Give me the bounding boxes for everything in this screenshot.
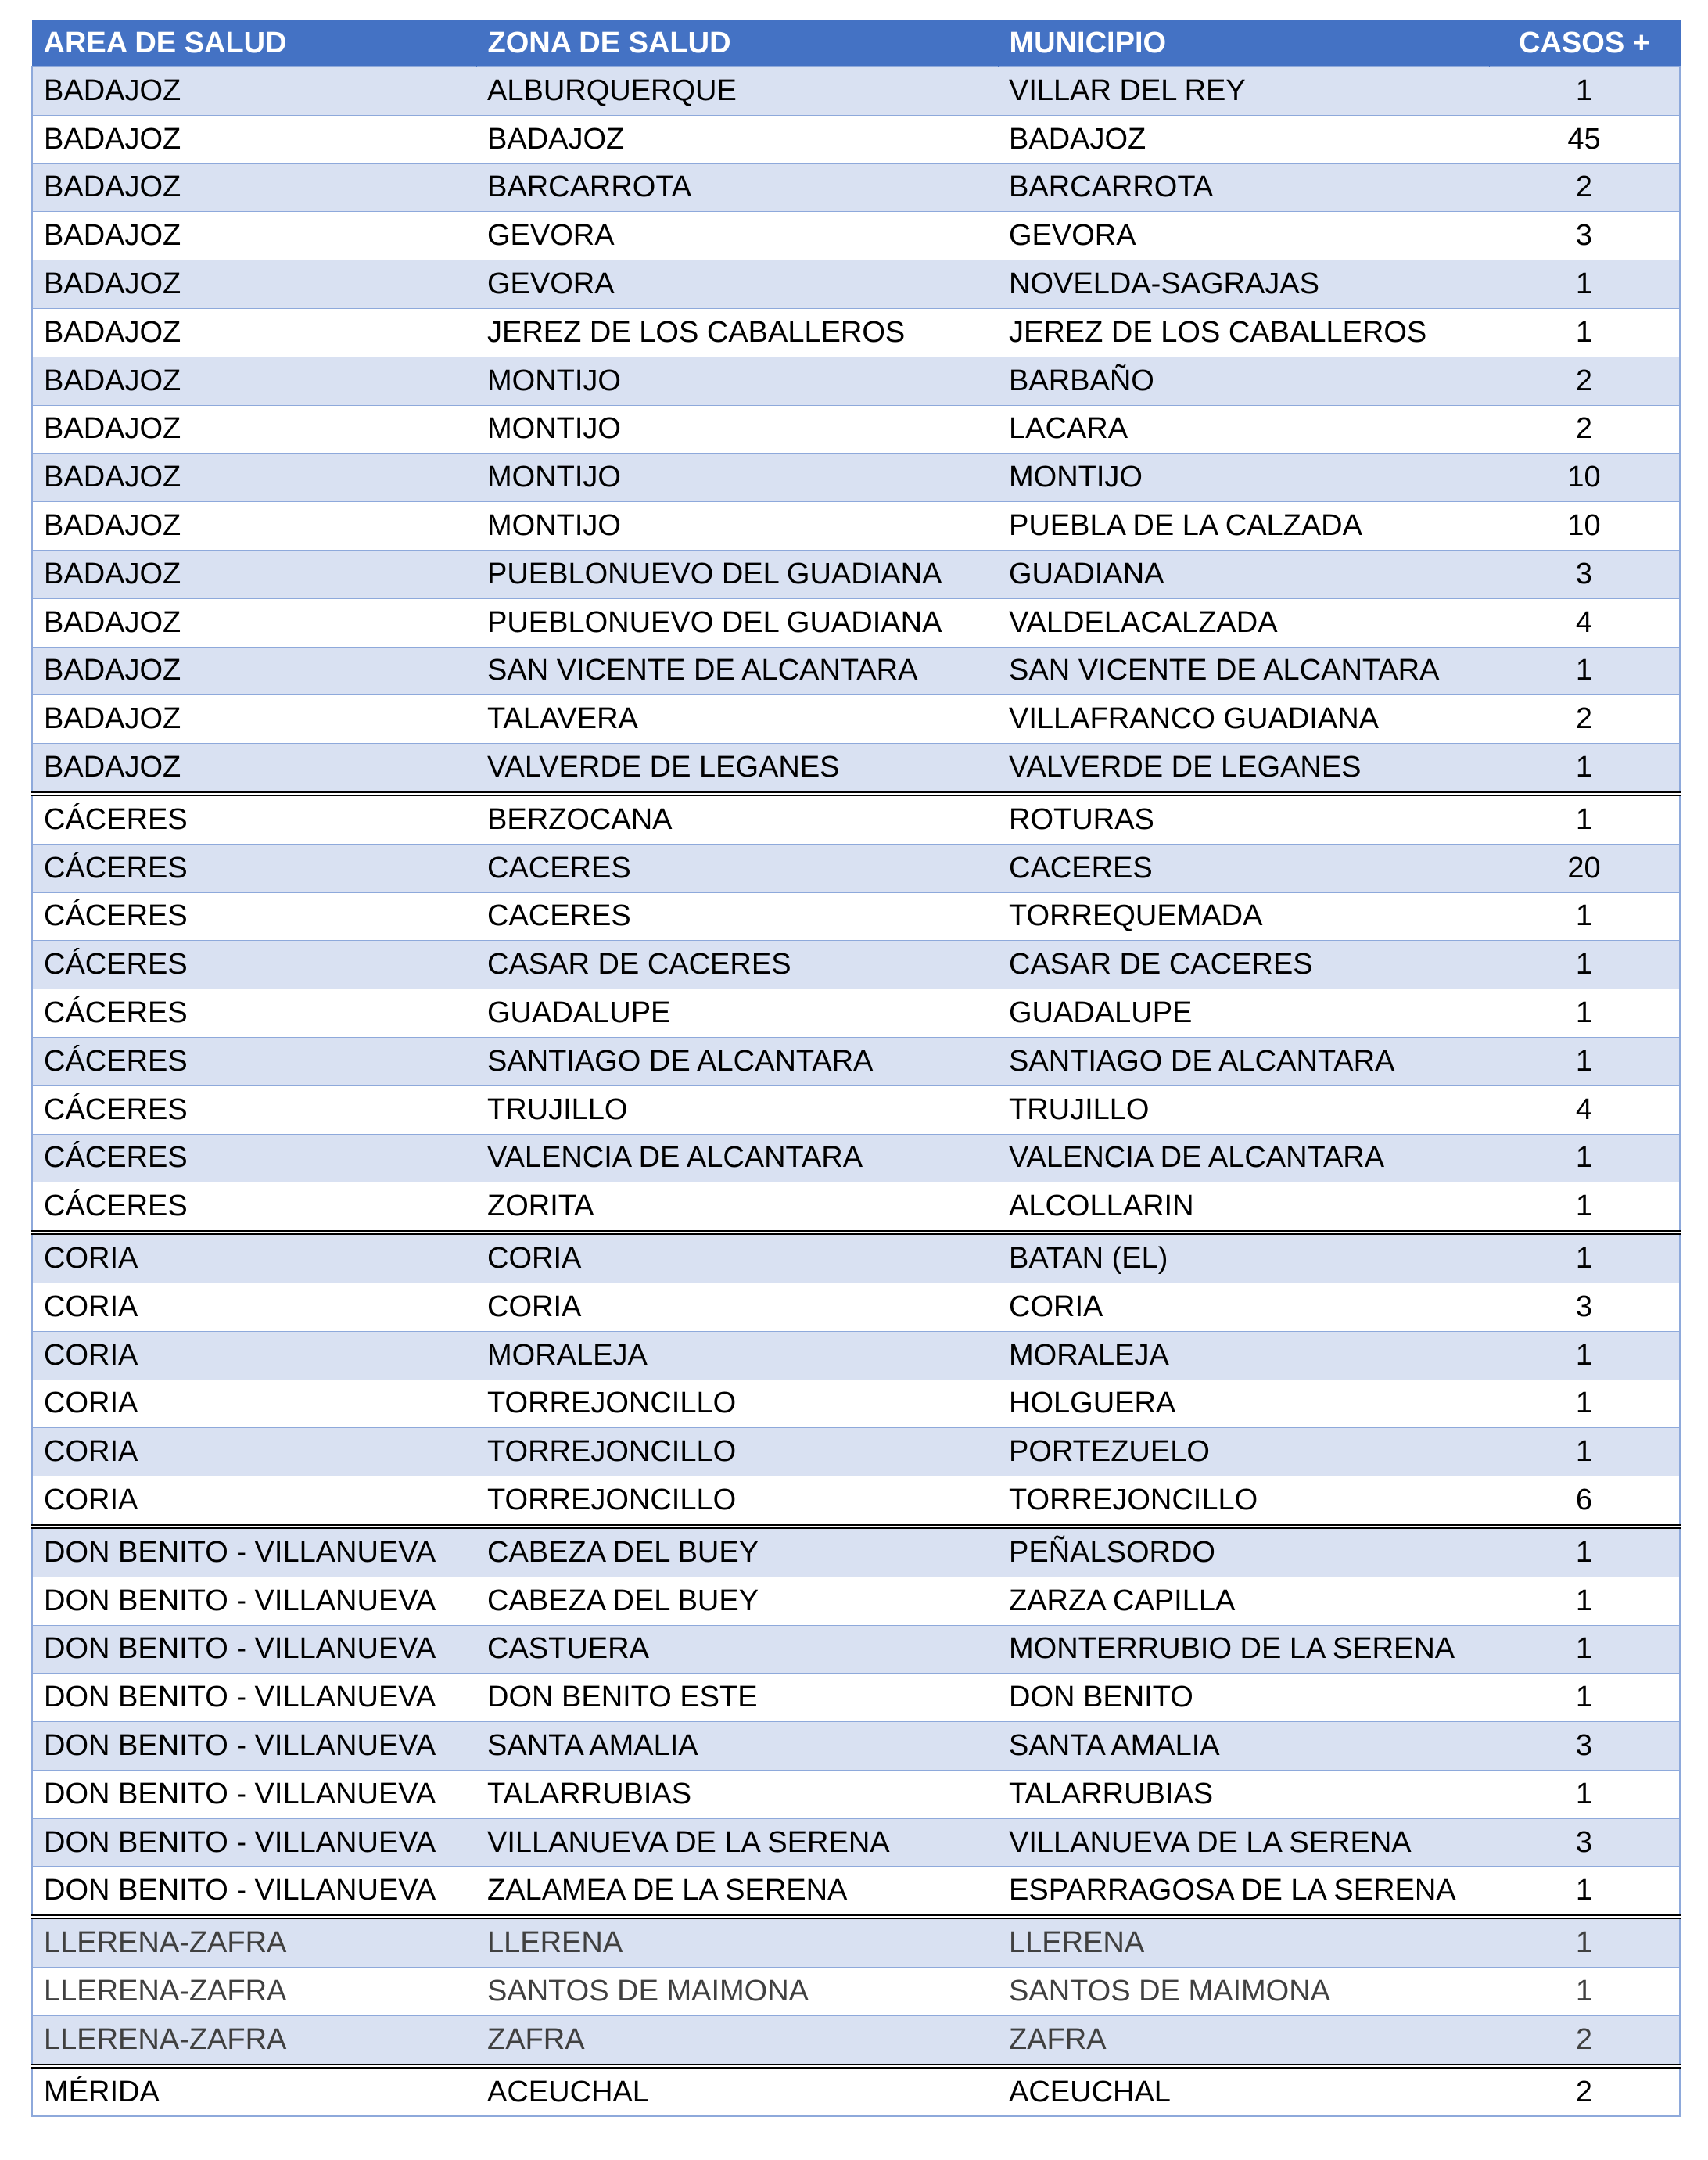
cell-area: MÉRIDA <box>32 2066 476 2117</box>
cell-municipio: ALCOLLARIN <box>998 1182 1489 1232</box>
cell-zona: VILLANUEVA DE LA SERENA <box>476 1818 998 1867</box>
cell-municipio: MORALEJA <box>998 1331 1489 1380</box>
cell-zona: LLERENA <box>476 1917 998 1967</box>
cell-zona: GEVORA <box>476 212 998 260</box>
cell-municipio: VALVERDE DE LEGANES <box>998 744 1489 794</box>
cell-zona: SANTOS DE MAIMONA <box>476 1968 998 2016</box>
table-row <box>32 405 1680 454</box>
cell-casos: 1 <box>1489 989 1680 1038</box>
cell-casos: 1 <box>1489 794 1680 844</box>
cell-area: CÁCERES <box>32 1182 476 1232</box>
cell-casos: 3 <box>1489 1283 1680 1331</box>
cell-area: CÁCERES <box>32 1134 476 1182</box>
cell-area: CÁCERES <box>32 1085 476 1134</box>
cell-area: BADAJOZ <box>32 212 476 260</box>
table-header-row <box>32 20 1680 67</box>
cell-casos: 1 <box>1489 1134 1680 1182</box>
cell-zona: SANTA AMALIA <box>476 1722 998 1771</box>
table-row <box>32 115 1680 163</box>
cell-zona: TALAVERA <box>476 695 998 744</box>
cell-zona: CORIA <box>476 1232 998 1283</box>
header-casos: CASOS + <box>1489 20 1680 67</box>
cell-area: CORIA <box>32 1232 476 1283</box>
cell-casos: 3 <box>1489 212 1680 260</box>
cell-zona: ZALAMEA DE LA SERENA <box>476 1867 998 1917</box>
table-row <box>32 844 1680 892</box>
cell-municipio: VILLAR DEL REY <box>998 67 1489 116</box>
cell-municipio: ESPARRAGOSA DE LA SERENA <box>998 1867 1489 1917</box>
cell-casos: 1 <box>1489 744 1680 794</box>
cell-casos: 1 <box>1489 1867 1680 1917</box>
cell-casos: 1 <box>1489 1968 1680 2016</box>
table-row <box>32 1867 1680 1917</box>
table-row <box>32 1085 1680 1134</box>
cell-municipio: VILLAFRANCO GUADIANA <box>998 695 1489 744</box>
table-row <box>32 1331 1680 1380</box>
cell-municipio: BARBAÑO <box>998 357 1489 405</box>
cell-municipio: TORREQUEMADA <box>998 892 1489 941</box>
cell-municipio: LACARA <box>998 405 1489 454</box>
cell-casos: 2 <box>1489 2015 1680 2065</box>
cell-municipio: SAN VICENTE DE ALCANTARA <box>998 647 1489 695</box>
table-row <box>32 794 1680 844</box>
table-row <box>32 212 1680 260</box>
cell-municipio: VALDELACALZADA <box>998 598 1489 647</box>
cell-municipio: BATAN (EL) <box>998 1232 1489 1283</box>
cell-casos: 1 <box>1489 1917 1680 1967</box>
cell-area: CORIA <box>32 1331 476 1380</box>
table-row <box>32 941 1680 989</box>
table-row <box>32 1577 1680 1625</box>
cell-zona: CASAR DE CACERES <box>476 941 998 989</box>
cell-zona: CACERES <box>476 844 998 892</box>
cell-municipio: TRUJILLO <box>998 1085 1489 1134</box>
table-row <box>32 1770 1680 1818</box>
cell-municipio: BARCARROTA <box>998 163 1489 212</box>
table-row <box>32 1134 1680 1182</box>
table-row <box>32 647 1680 695</box>
cell-casos: 1 <box>1489 1527 1680 1577</box>
table-row <box>32 1722 1680 1771</box>
cell-zona: TORREJONCILLO <box>476 1380 998 1428</box>
cell-casos: 1 <box>1489 1428 1680 1476</box>
cell-municipio: CASAR DE CACERES <box>998 941 1489 989</box>
cell-area: DON BENITO - VILLANUEVA <box>32 1625 476 1674</box>
cell-area: CÁCERES <box>32 844 476 892</box>
cell-zona: TALARRUBIAS <box>476 1770 998 1818</box>
cell-zona: DON BENITO ESTE <box>476 1674 998 1722</box>
cell-zona: BERZOCANA <box>476 794 998 844</box>
table-row <box>32 1818 1680 1867</box>
table-row <box>32 1674 1680 1722</box>
table-row <box>32 357 1680 405</box>
cell-zona: MONTIJO <box>476 405 998 454</box>
cell-zona: MONTIJO <box>476 357 998 405</box>
header-zona-de-salud: ZONA DE SALUD <box>476 20 998 67</box>
cell-area: DON BENITO - VILLANUEVA <box>32 1674 476 1722</box>
table-row <box>32 1476 1680 1527</box>
cell-area: DON BENITO - VILLANUEVA <box>32 1722 476 1771</box>
table-row <box>32 744 1680 794</box>
table-row <box>32 1917 1680 1967</box>
cell-casos: 4 <box>1489 598 1680 647</box>
cell-casos: 2 <box>1489 695 1680 744</box>
cell-casos: 1 <box>1489 1577 1680 1625</box>
cell-casos: 45 <box>1489 115 1680 163</box>
cell-area: DON BENITO - VILLANUEVA <box>32 1577 476 1625</box>
cell-municipio: PUEBLA DE LA CALZADA <box>998 502 1489 551</box>
cell-zona: VALENCIA DE ALCANTARA <box>476 1134 998 1182</box>
cell-casos: 1 <box>1489 1182 1680 1232</box>
cell-municipio: LLERENA <box>998 1917 1489 1967</box>
cell-zona: SANTIAGO DE ALCANTARA <box>476 1037 998 1085</box>
cell-area: BADAJOZ <box>32 598 476 647</box>
cases-table <box>31 20 1681 2117</box>
cell-zona: CASTUERA <box>476 1625 998 1674</box>
cell-area: BADAJOZ <box>32 308 476 357</box>
cell-area: BADAJOZ <box>32 695 476 744</box>
table-row <box>32 550 1680 598</box>
cell-zona: MORALEJA <box>476 1331 998 1380</box>
table-row <box>32 1428 1680 1476</box>
table-row <box>32 1182 1680 1232</box>
cell-casos: 1 <box>1489 260 1680 309</box>
cell-casos: 1 <box>1489 1232 1680 1283</box>
cell-casos: 20 <box>1489 844 1680 892</box>
cell-municipio: JEREZ DE LOS CABALLEROS <box>998 308 1489 357</box>
header-area-de-salud: AREA DE SALUD <box>32 20 476 67</box>
cell-casos: 2 <box>1489 163 1680 212</box>
cell-casos: 2 <box>1489 357 1680 405</box>
cell-area: DON BENITO - VILLANUEVA <box>32 1867 476 1917</box>
cell-zona: PUEBLONUEVO DEL GUADIANA <box>476 598 998 647</box>
cell-casos: 3 <box>1489 1818 1680 1867</box>
cell-municipio: BADAJOZ <box>998 115 1489 163</box>
cell-area: BADAJOZ <box>32 502 476 551</box>
cell-area: CORIA <box>32 1428 476 1476</box>
cell-casos: 1 <box>1489 1674 1680 1722</box>
cell-zona: MONTIJO <box>476 454 998 502</box>
cell-area: LLERENA-ZAFRA <box>32 2015 476 2065</box>
cell-area: CÁCERES <box>32 989 476 1038</box>
cell-area: CORIA <box>32 1283 476 1331</box>
cell-casos: 10 <box>1489 454 1680 502</box>
cell-area: CORIA <box>32 1380 476 1428</box>
cell-municipio: HOLGUERA <box>998 1380 1489 1428</box>
cell-municipio: CORIA <box>998 1283 1489 1331</box>
cell-casos: 3 <box>1489 550 1680 598</box>
table-row <box>32 1380 1680 1428</box>
cell-casos: 1 <box>1489 67 1680 116</box>
cell-municipio: DON BENITO <box>998 1674 1489 1722</box>
table-row <box>32 260 1680 309</box>
cell-municipio: PORTEZUELO <box>998 1428 1489 1476</box>
cell-zona: ZORITA <box>476 1182 998 1232</box>
table-row <box>32 2066 1680 2117</box>
cell-zona: PUEBLONUEVO DEL GUADIANA <box>476 550 998 598</box>
cell-casos: 1 <box>1489 941 1680 989</box>
cell-casos: 10 <box>1489 502 1680 551</box>
table-row <box>32 454 1680 502</box>
cell-municipio: SANTA AMALIA <box>998 1722 1489 1771</box>
cell-area: LLERENA-ZAFRA <box>32 1968 476 2016</box>
cell-zona: SAN VICENTE DE ALCANTARA <box>476 647 998 695</box>
cell-municipio: ZAFRA <box>998 2015 1489 2065</box>
table-row <box>32 163 1680 212</box>
table-row <box>32 695 1680 744</box>
cell-municipio: PEÑALSORDO <box>998 1527 1489 1577</box>
cell-zona: CORIA <box>476 1283 998 1331</box>
cell-municipio: ROTURAS <box>998 794 1489 844</box>
table-row <box>32 1968 1680 2016</box>
cell-municipio: ZARZA CAPILLA <box>998 1577 1489 1625</box>
cell-casos: 3 <box>1489 1722 1680 1771</box>
cell-municipio: MONTIJO <box>998 454 1489 502</box>
cell-casos: 1 <box>1489 892 1680 941</box>
cell-municipio: CACERES <box>998 844 1489 892</box>
cell-area: BADAJOZ <box>32 744 476 794</box>
cell-zona: VALVERDE DE LEGANES <box>476 744 998 794</box>
cell-zona: CACERES <box>476 892 998 941</box>
cell-zona: TORREJONCILLO <box>476 1428 998 1476</box>
cell-municipio: VALENCIA DE ALCANTARA <box>998 1134 1489 1182</box>
cell-zona: BARCARROTA <box>476 163 998 212</box>
cell-area: CÁCERES <box>32 941 476 989</box>
cell-zona: TRUJILLO <box>476 1085 998 1134</box>
cell-casos: 2 <box>1489 405 1680 454</box>
cell-municipio: VILLANUEVA DE LA SERENA <box>998 1818 1489 1867</box>
cell-municipio: MONTERRUBIO DE LA SERENA <box>998 1625 1489 1674</box>
cell-municipio: NOVELDA-SAGRAJAS <box>998 260 1489 309</box>
cell-casos: 1 <box>1489 647 1680 695</box>
cell-area: BADAJOZ <box>32 163 476 212</box>
table-row <box>32 1527 1680 1577</box>
cell-casos: 1 <box>1489 1331 1680 1380</box>
cell-zona: GUADALUPE <box>476 989 998 1038</box>
cell-area: CÁCERES <box>32 892 476 941</box>
cell-zona: BADAJOZ <box>476 115 998 163</box>
cell-municipio: ACEUCHAL <box>998 2066 1489 2117</box>
cell-area: BADAJOZ <box>32 550 476 598</box>
header-municipio: MUNICIPIO <box>998 20 1489 67</box>
cell-area: BADAJOZ <box>32 357 476 405</box>
cell-area: BADAJOZ <box>32 647 476 695</box>
cell-casos: 6 <box>1489 1476 1680 1527</box>
cases-table-container <box>31 20 1679 2117</box>
cell-area: BADAJOZ <box>32 405 476 454</box>
cell-zona: ALBURQUERQUE <box>476 67 998 116</box>
table-row <box>32 1232 1680 1283</box>
cell-area: DON BENITO - VILLANUEVA <box>32 1770 476 1818</box>
cell-zona: JEREZ DE LOS CABALLEROS <box>476 308 998 357</box>
cell-area: BADAJOZ <box>32 115 476 163</box>
cell-zona: ZAFRA <box>476 2015 998 2065</box>
cell-area: LLERENA-ZAFRA <box>32 1917 476 1967</box>
cell-municipio: SANTIAGO DE ALCANTARA <box>998 1037 1489 1085</box>
cell-area: BADAJOZ <box>32 454 476 502</box>
table-row <box>32 892 1680 941</box>
cell-zona: GEVORA <box>476 260 998 309</box>
table-row <box>32 1625 1680 1674</box>
cell-area: CORIA <box>32 1476 476 1527</box>
table-row <box>32 502 1680 551</box>
cell-municipio: SANTOS DE MAIMONA <box>998 1968 1489 2016</box>
cell-zona: MONTIJO <box>476 502 998 551</box>
cell-area: BADAJOZ <box>32 260 476 309</box>
table-row <box>32 308 1680 357</box>
cell-municipio: TALARRUBIAS <box>998 1770 1489 1818</box>
cell-area: BADAJOZ <box>32 67 476 116</box>
table-row <box>32 1037 1680 1085</box>
cell-casos: 1 <box>1489 308 1680 357</box>
table-row <box>32 2015 1680 2065</box>
cell-area: CÁCERES <box>32 794 476 844</box>
cell-casos: 1 <box>1489 1770 1680 1818</box>
cell-casos: 1 <box>1489 1625 1680 1674</box>
table-row <box>32 1283 1680 1331</box>
cell-zona: CABEZA DEL BUEY <box>476 1577 998 1625</box>
cell-zona: ACEUCHAL <box>476 2066 998 2117</box>
cell-municipio: GUADALUPE <box>998 989 1489 1038</box>
cell-area: DON BENITO - VILLANUEVA <box>32 1818 476 1867</box>
table-row <box>32 989 1680 1038</box>
cell-municipio: TORREJONCILLO <box>998 1476 1489 1527</box>
cell-area: CÁCERES <box>32 1037 476 1085</box>
cell-casos: 2 <box>1489 2066 1680 2117</box>
cell-casos: 4 <box>1489 1085 1680 1134</box>
cell-zona: TORREJONCILLO <box>476 1476 998 1527</box>
cell-municipio: GEVORA <box>998 212 1489 260</box>
cell-casos: 1 <box>1489 1037 1680 1085</box>
cell-zona: CABEZA DEL BUEY <box>476 1527 998 1577</box>
cell-municipio: GUADIANA <box>998 550 1489 598</box>
cell-casos: 1 <box>1489 1380 1680 1428</box>
cell-area: DON BENITO - VILLANUEVA <box>32 1527 476 1577</box>
table-row <box>32 67 1680 116</box>
table-row <box>32 598 1680 647</box>
